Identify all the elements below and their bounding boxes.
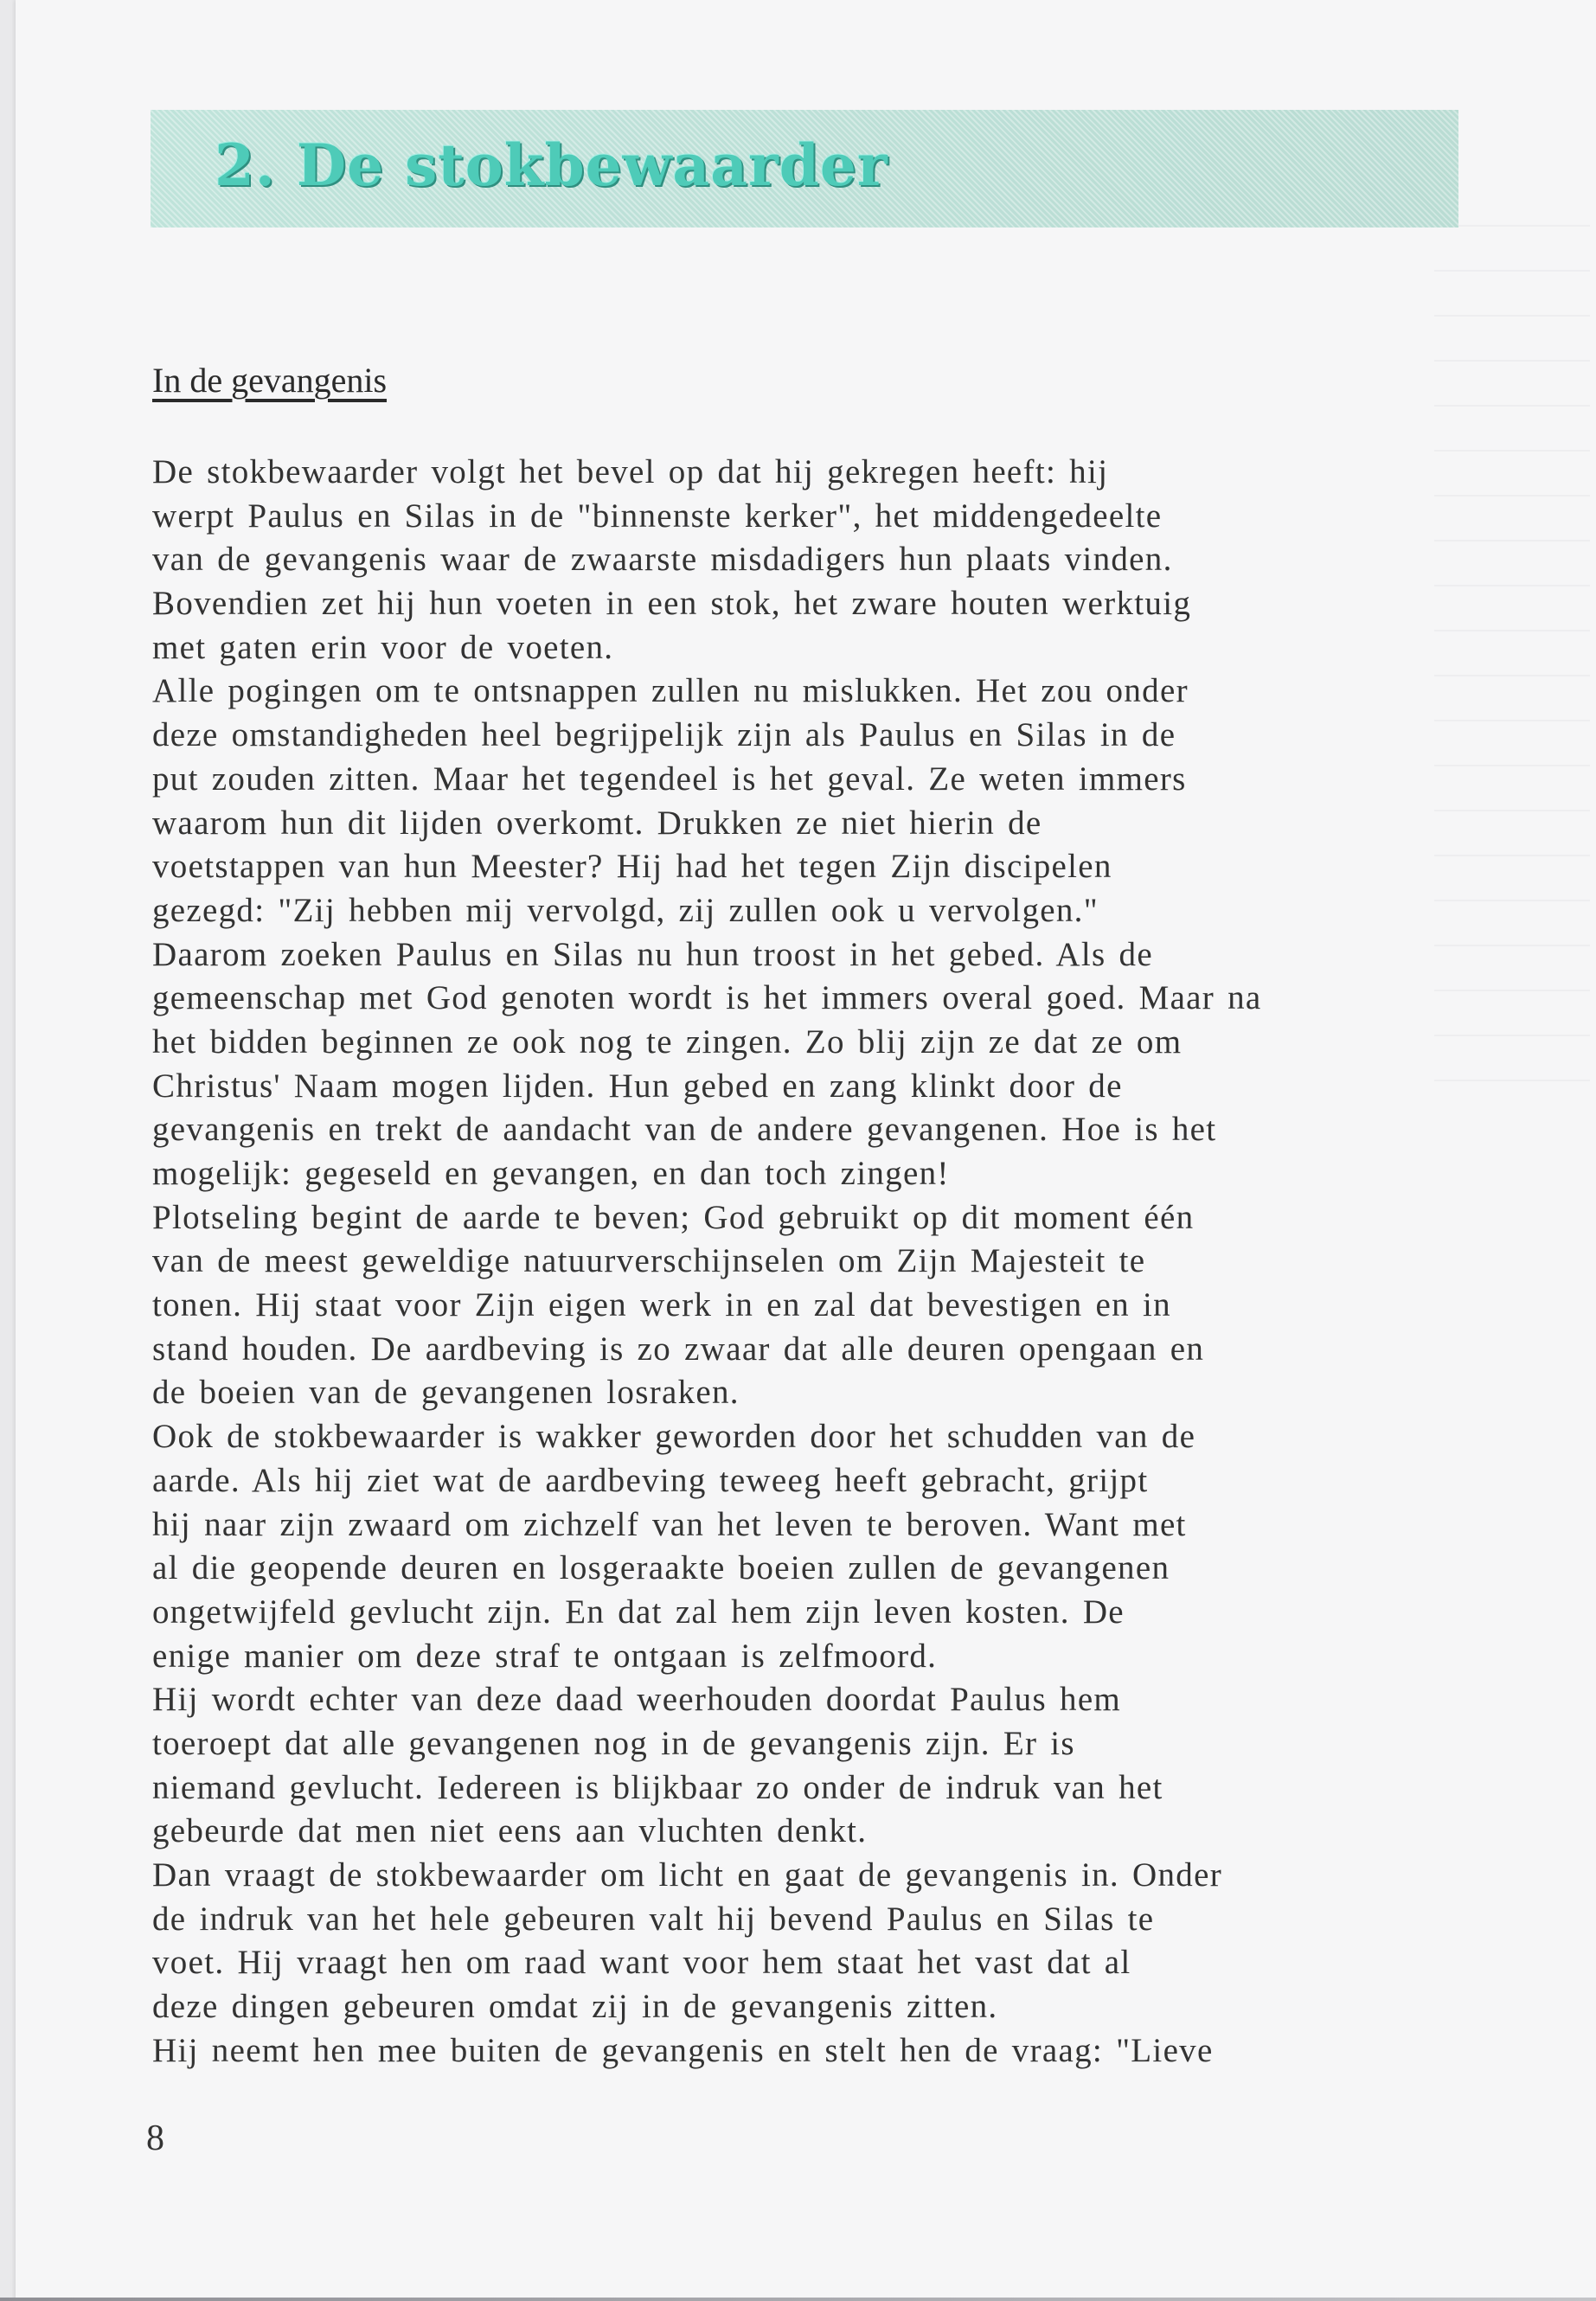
book-page xyxy=(16,0,1596,2301)
body-line: Hij wordt echter van deze daad weerhouden doordat Paulus hem xyxy=(152,1681,1122,1719)
body-line: voetstappen van hun Meester? Hij had het tegen Zijn discipelen xyxy=(152,848,1112,886)
body-line: gemeenschap met God genoten wordt is het immers overal goed. Maar na xyxy=(152,979,1262,1017)
body-line: Bovendien zet hij hun voeten in een stok, het zware houten werktuig xyxy=(152,585,1192,623)
body-line: deze dingen gebeuren omdat zij in de gevangenis zitten. xyxy=(152,1988,998,2026)
body-line: mogelijk: gegeseld en gevangen, en dan toch zingen! xyxy=(152,1155,950,1192)
body-line: van de meest geweldige natuurverschijnselen om Zijn Majesteit te xyxy=(152,1242,1146,1280)
body-line: al die geopende deuren en losgeraakte boeien zullen de gevangenen xyxy=(152,1549,1170,1587)
body-line: Dan vraagt de stokbewaarder om licht en gaat de gevangenis in. Onder xyxy=(152,1856,1222,1894)
body-line: voet. Hij vraagt hen om raad want voor hem staat het vast dat al xyxy=(152,1944,1131,1982)
body-line: aarde. Als hij ziet wat de aardbeving teweeg heeft gebracht, grijpt xyxy=(152,1461,1149,1499)
body-line: deze omstandigheden heel begrijpelijk zijn als Paulus en Silas in de xyxy=(152,716,1176,754)
body-line: De stokbewaarder volgt het bevel op dat hij gekregen heeft: hij xyxy=(152,453,1109,490)
body-text xyxy=(152,451,1467,2073)
body-line: enige manier om deze straf te ontgaan is zelfmoord. xyxy=(152,1637,938,1675)
body-line: gebeurde dat men niet eens aan vluchten denkt. xyxy=(152,1812,868,1850)
body-line: met gaten erin voor de voeten. xyxy=(152,628,614,666)
page-number: 8 xyxy=(146,2118,164,2158)
body-line: Daarom zoeken Paulus en Silas nu hun troost in het gebed. Als de xyxy=(152,935,1153,973)
body-line: de boeien van de gevangenen losraken. xyxy=(152,1374,740,1412)
body-line: Plotseling begint de aarde te beven; God gebruikt op dit moment één xyxy=(152,1198,1195,1236)
body-line: niemand gevlucht. Iedereen is blijkbaar zo onder de indruk van het xyxy=(152,1768,1163,1806)
section-heading: In de gevangenis xyxy=(152,361,388,400)
body-line: van de gevangenis waar de zwaarste misdadigers hun plaats vinden. xyxy=(152,541,1173,579)
body-line: Christus' Naam mogen lijden. Hun gebed en zang klinkt door de xyxy=(152,1067,1123,1105)
body-line: gevangenis en trekt de aandacht van de andere gevangenen. Hoe is het xyxy=(152,1111,1217,1149)
body-line: ongetwijfeld gevlucht zijn. En dat zal hem zijn leven kosten. De xyxy=(152,1593,1125,1631)
body-line: werpt Paulus en Silas in de "binnenste kerker", het middengedeelte xyxy=(152,497,1163,535)
body-line: hij naar zijn zwaard om zichzelf van het leven te beroven. Want met xyxy=(152,1505,1187,1543)
body-line: Hij neemt hen mee buiten de gevangenis en stelt hen de vraag: "Lieve xyxy=(152,2031,1214,2069)
body-line: waarom hun dit lijden overkomt. Drukken ze niet hierin de xyxy=(152,804,1042,842)
body-line: de indruk van het hele gebeuren valt hij bevend Paulus en Silas te xyxy=(152,1900,1155,1938)
body-line: toeroept dat alle gevangenen nog in de gevangenis zijn. Er is xyxy=(152,1724,1075,1762)
page-bottom-edge xyxy=(0,2298,1596,2301)
body-line: stand houden. De aardbeving is zo zwaar dat alle deuren opengaan en xyxy=(152,1330,1205,1368)
body-line: put zouden zitten. Maar het tegendeel is het geval. Ze weten immers xyxy=(152,760,1187,798)
body-line: het bidden beginnen ze ook nog te zingen. Zo blij zijn ze dat ze om xyxy=(152,1022,1183,1061)
body-line: tonen. Hij staat voor Zijn eigen werk in en zal dat bevestigen en in xyxy=(152,1286,1171,1324)
body-line: Ook de stokbewaarder is wakker geworden door het schudden van de xyxy=(152,1418,1196,1456)
body-line: gezegd: "Zij hebben mij vervolgd, zij zullen ook u vervolgen." xyxy=(152,891,1099,929)
body-line: Alle pogingen om te ontsnappen zullen nu mislukken. Het zou onder xyxy=(152,672,1189,710)
chapter-title: 2. De stokbewaarder xyxy=(215,131,888,199)
